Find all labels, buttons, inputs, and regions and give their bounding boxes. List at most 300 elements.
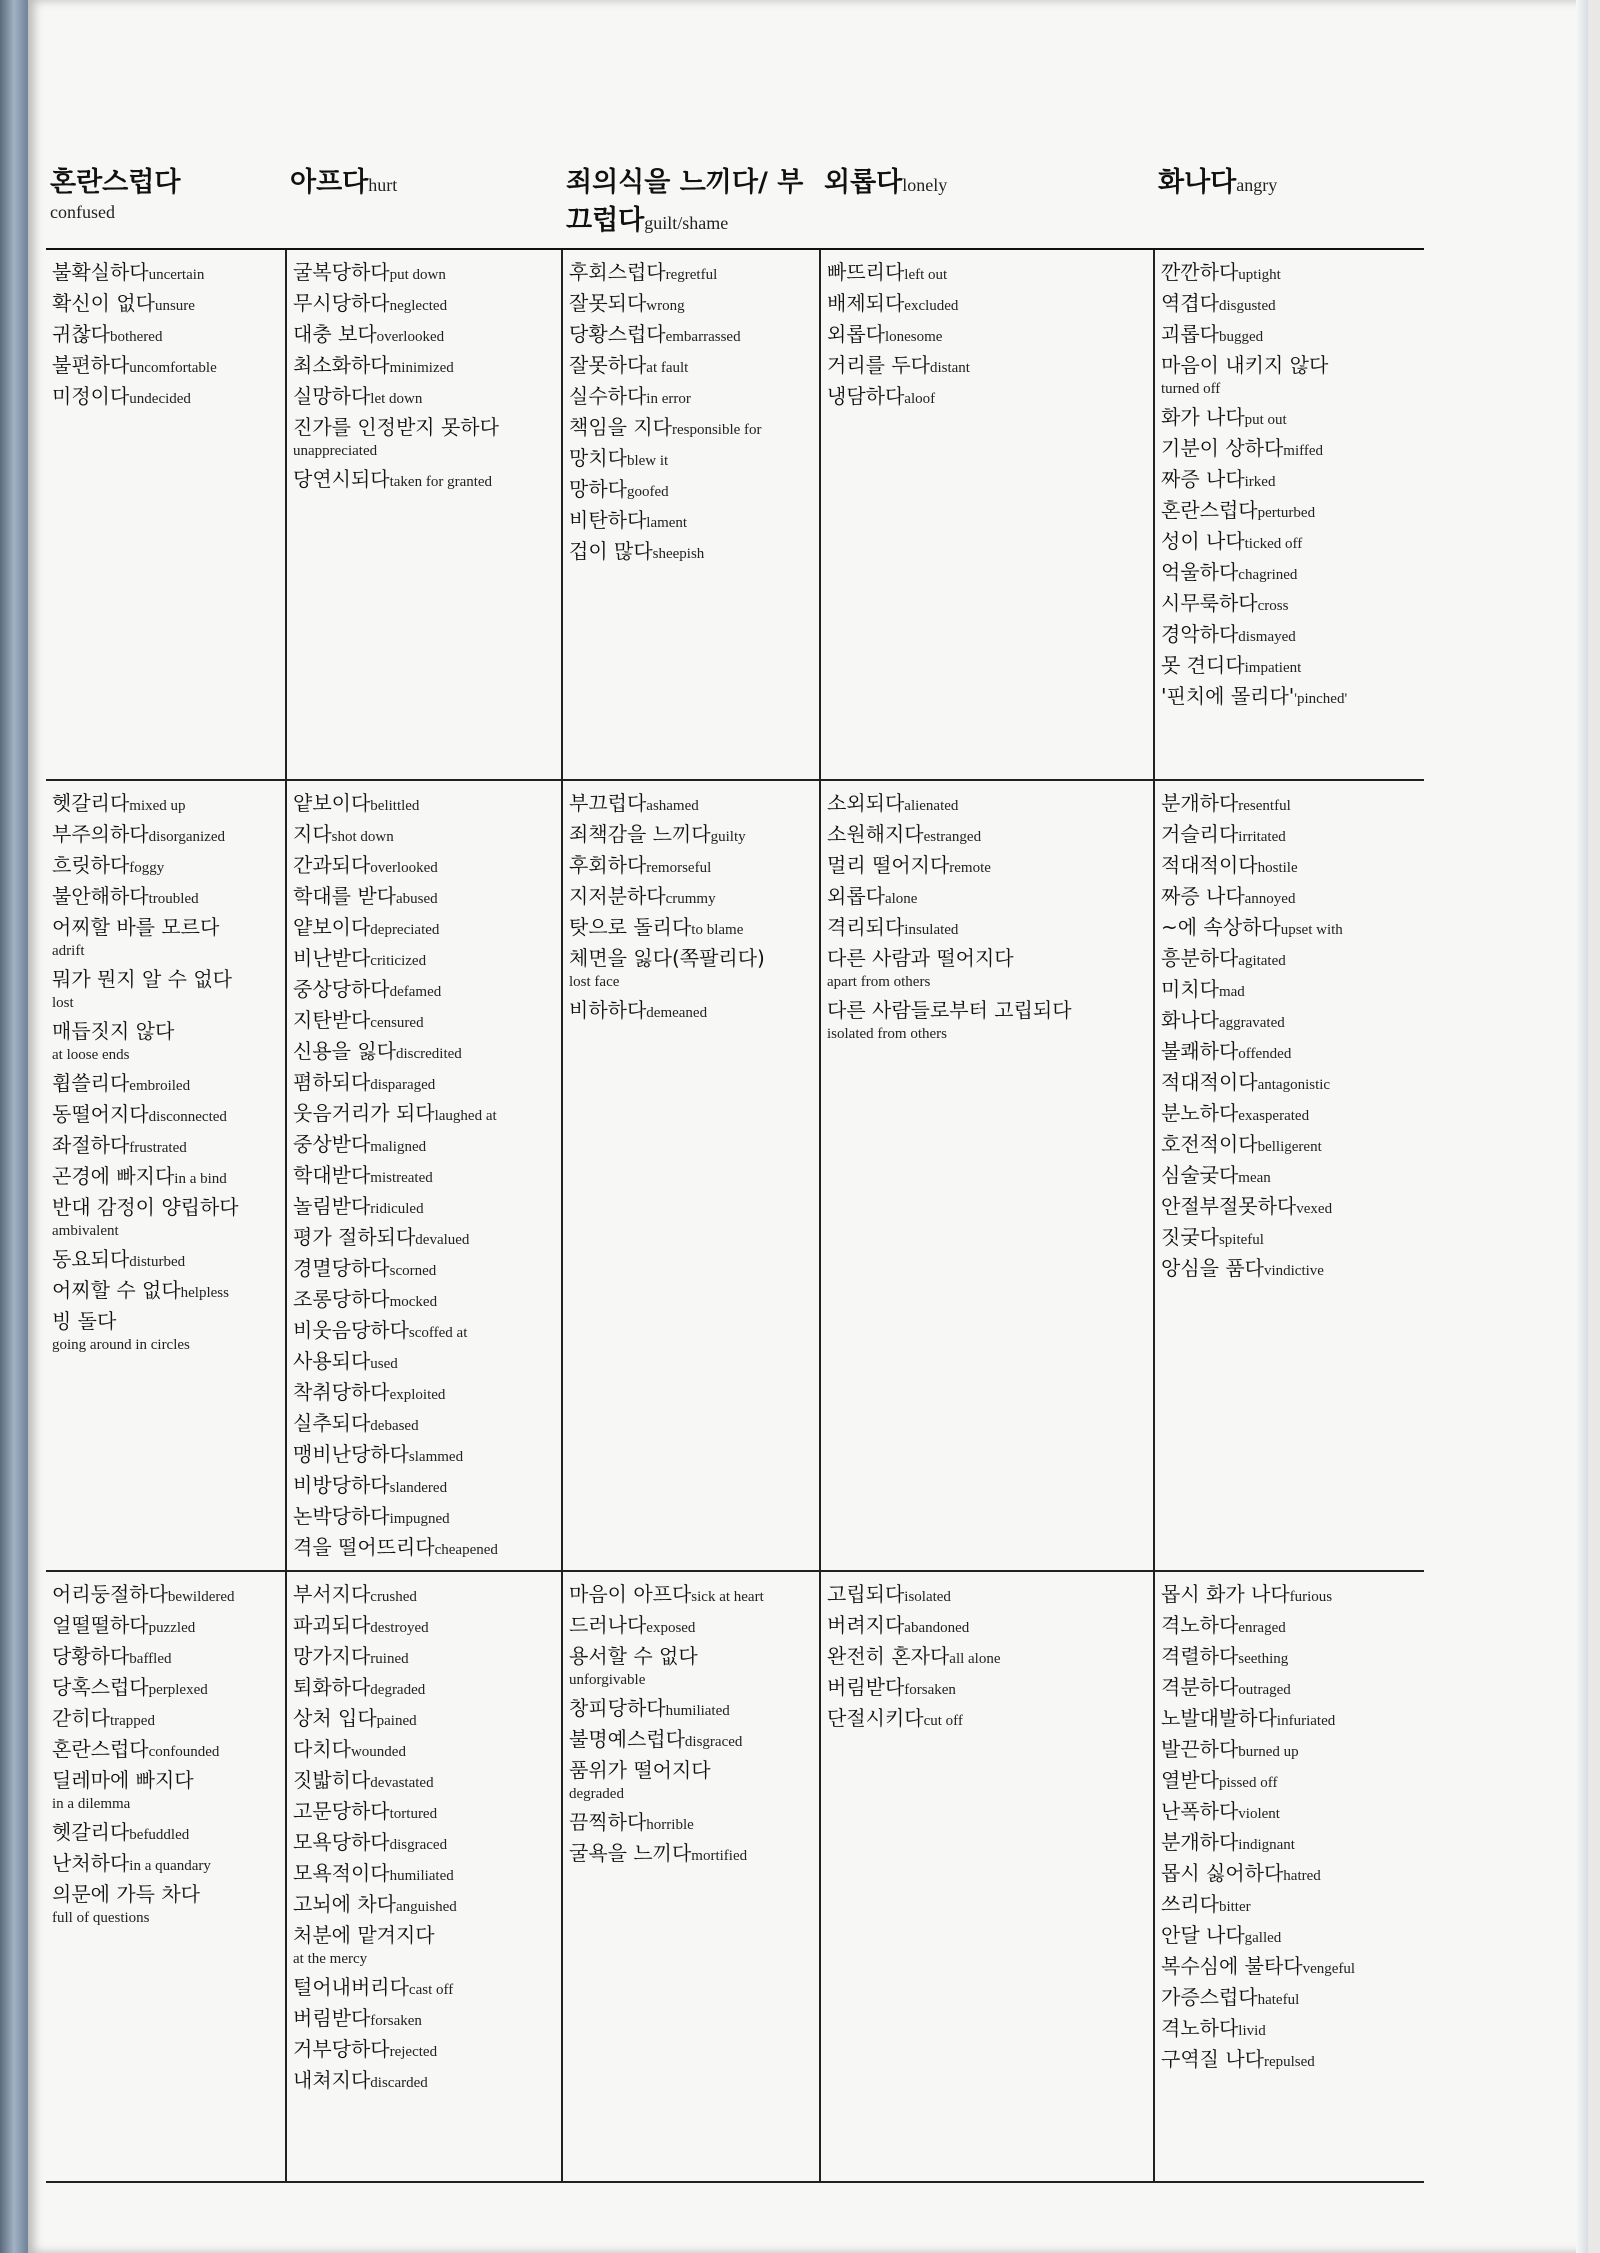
vocab-entry: [293, 1973, 555, 2004]
korean-word: 어찌할 수 없다: [52, 1278, 181, 1302]
english-gloss: uptight: [1238, 267, 1281, 283]
english-gloss: taken for granted: [389, 474, 493, 490]
english-gloss: anguished: [395, 1899, 457, 1915]
english-gloss: lament: [646, 515, 688, 531]
english-gloss: maligned: [370, 1139, 427, 1155]
english-gloss: confounded: [148, 1744, 220, 1760]
korean-word: 복수심에 불타다: [1161, 1954, 1303, 1978]
english-gloss: disgusted: [1218, 298, 1276, 314]
korean-word: 뭐가 뭔지 알 수 없다: [52, 967, 232, 991]
english-gloss: bewildered: [167, 1589, 235, 1605]
english-gloss: estranged: [923, 829, 982, 845]
korean-word: 귀찮다: [52, 322, 110, 346]
english-gloss: overlooked: [376, 329, 445, 345]
vocab-entry: [293, 1223, 555, 1254]
korean-word: 미정이다: [52, 384, 130, 408]
korean-word: 최소화하다: [293, 353, 390, 377]
vocab-entry: [52, 1580, 279, 1611]
vocab-entry: [1161, 1192, 1418, 1223]
english-gloss: in error: [646, 391, 691, 407]
korean-word: 죄책감을 느끼다: [569, 822, 711, 846]
vocab-entry: [827, 1704, 1147, 1735]
vocab-entry: [293, 944, 555, 975]
vocab-entry: [569, 258, 813, 289]
english-gloss: devastated: [370, 1775, 434, 1791]
english-gloss: ambivalent: [52, 1223, 119, 1239]
vocab-entry: [52, 1245, 279, 1276]
korean-word: 적대적이다: [1161, 1070, 1258, 1094]
english-gloss: neglected: [389, 298, 448, 314]
korean-word: 완전히 혼자다: [827, 1644, 950, 1668]
korean-word: 지다: [293, 822, 332, 846]
vocab-entry: [52, 382, 279, 413]
korean-word: 냉담하다: [827, 384, 905, 408]
korean-word: 격을 떨어뜨리다: [293, 1535, 435, 1559]
korean-word: 부끄럽다: [569, 791, 647, 815]
korean-word: 웃음거리가 되다: [293, 1101, 435, 1125]
vocab-entry: [1161, 2014, 1418, 2045]
vocab-entry: [52, 1611, 279, 1642]
english-gloss: ticked off: [1244, 536, 1303, 552]
korean-word: 동떨어지다: [52, 1102, 149, 1126]
english-gloss: wounded: [350, 1744, 406, 1760]
vocab-entry: [52, 258, 279, 289]
vocab-entry: [1161, 258, 1418, 289]
vocab-entry: [1161, 1611, 1418, 1642]
vocab-entry: [569, 320, 813, 351]
vocab-entry: [569, 444, 813, 475]
book-spine: [0, 0, 28, 2253]
english-gloss: slammed: [408, 1449, 464, 1465]
english-gloss: unsure: [154, 298, 195, 314]
column-header-english: angry: [1236, 175, 1278, 195]
vocab-entry: [569, 1839, 813, 1870]
english-gloss: abandoned: [904, 1620, 970, 1636]
korean-word: 폄하되다: [293, 1070, 371, 1094]
vocab-entry: [293, 820, 555, 851]
korean-word: 불쾌하다: [1161, 1039, 1239, 1063]
english-gloss: apart from others: [827, 974, 931, 990]
korean-word: 불명예스럽다: [569, 1727, 685, 1751]
english-gloss: annoyed: [1244, 891, 1296, 907]
vocab-entry: [293, 2066, 555, 2097]
english-gloss: perturbed: [1257, 505, 1316, 521]
korean-word: 실추되다: [293, 1411, 371, 1435]
vocab-entry: [293, 1921, 555, 1967]
korean-word: 거부당하다: [293, 2037, 390, 2061]
vocab-entry: [569, 820, 813, 851]
english-gloss: crummy: [665, 891, 716, 907]
english-gloss: insulated: [904, 922, 959, 938]
english-gloss: alienated: [904, 798, 959, 814]
korean-word: 어찌할 바를 모르다: [52, 915, 220, 939]
vocab-entry: [827, 913, 1147, 944]
english-gloss: ridiculed: [370, 1201, 424, 1217]
vocab-entry: [827, 258, 1147, 289]
korean-word: 안달 나다: [1161, 1923, 1245, 1947]
vocab-entry: [52, 1849, 279, 1880]
english-gloss: remote: [949, 860, 991, 876]
vocab-entry: [1161, 882, 1418, 913]
korean-word: 고뇌에 차다: [293, 1892, 396, 1916]
korean-word: 격렬하다: [1161, 1644, 1239, 1668]
vocab-entry: [52, 1704, 279, 1735]
english-gloss: impatient: [1244, 660, 1302, 676]
english-gloss: embroiled: [129, 1078, 191, 1094]
table-cell: [820, 780, 1154, 1571]
english-gloss: aloof: [904, 391, 936, 407]
english-gloss: abused: [395, 891, 438, 907]
korean-word: 지탄받다: [293, 1008, 371, 1032]
column-header-english: guilt/shame: [644, 213, 729, 233]
english-gloss: crushed: [370, 1589, 417, 1605]
english-gloss: troubled: [148, 891, 199, 907]
korean-word: 끔찍하다: [569, 1810, 647, 1834]
korean-word: 헷갈리다: [52, 1820, 130, 1844]
vocab-entry: [1161, 1983, 1418, 2014]
vocab-entry: [1161, 2045, 1418, 2076]
english-gloss: 'pinched': [1294, 691, 1348, 707]
vocab-entry: [569, 1725, 813, 1756]
english-gloss: seething: [1238, 1651, 1289, 1667]
english-gloss: trapped: [109, 1713, 155, 1729]
english-gloss: overlooked: [370, 860, 438, 876]
column-header-english: hurt: [368, 175, 398, 195]
english-gloss: isolated from others: [827, 1026, 947, 1042]
vocab-entry: [293, 1580, 555, 1611]
vocab-entry: [293, 1037, 555, 1068]
english-gloss: put out: [1244, 412, 1287, 428]
english-gloss: disturbed: [129, 1254, 186, 1270]
korean-word: 파괴되다: [293, 1613, 371, 1637]
vocab-entry: [293, 1704, 555, 1735]
english-gloss: minimized: [389, 360, 454, 376]
vocab-entry: [1161, 589, 1418, 620]
vocab-entry: [569, 1642, 813, 1688]
vocab-entry: [1161, 320, 1418, 351]
english-gloss: indignant: [1238, 1837, 1295, 1853]
english-gloss: horrible: [646, 1817, 694, 1833]
korean-word: 매듭짓지 않다: [52, 1019, 175, 1043]
vocab-entry: [52, 289, 279, 320]
english-gloss: humiliated: [389, 1868, 454, 1884]
vocab-entry: [827, 944, 1147, 990]
table-cell: [820, 249, 1154, 780]
english-gloss: pissed off: [1218, 1775, 1278, 1791]
vocab-entry: [293, 1735, 555, 1766]
korean-word: 몹시 화가 나다: [1161, 1582, 1290, 1606]
vocab-entry: [293, 1797, 555, 1828]
english-gloss: guilty: [710, 829, 746, 845]
korean-word: 불편하다: [52, 353, 130, 377]
english-gloss: responsible for: [671, 422, 762, 438]
korean-word: 맹비난당하다: [293, 1442, 409, 1466]
english-gloss: used: [370, 1356, 398, 1372]
english-gloss: mixed up: [129, 798, 186, 814]
vocab-entry: [1161, 1735, 1418, 1766]
korean-word: 난처하다: [52, 1851, 130, 1875]
korean-word: 실수하다: [569, 384, 647, 408]
table-row: [46, 780, 1424, 1571]
vocab-entry: [293, 1254, 555, 1285]
korean-word: 휩쓸리다: [52, 1071, 130, 1095]
english-gloss: burned up: [1238, 1744, 1299, 1760]
korean-word: 버려지다: [827, 1613, 905, 1637]
english-gloss: irritated: [1238, 829, 1286, 845]
english-gloss: unappreciated: [293, 443, 378, 459]
english-gloss: let down: [370, 391, 423, 407]
korean-word: 곤경에 빠지다: [52, 1164, 175, 1188]
vocab-entry: [1161, 820, 1418, 851]
vocab-entry: [1161, 1890, 1418, 1921]
vocab-entry: [52, 851, 279, 882]
korean-word: 간과되다: [293, 853, 371, 877]
english-gloss: helpless: [180, 1285, 229, 1301]
vocab-entry: [52, 1307, 279, 1353]
vocab-entry: [1161, 527, 1418, 558]
table-cell: [46, 249, 286, 780]
korean-word: 구역질 나다: [1161, 2047, 1264, 2071]
vocab-entry: [293, 1859, 555, 1890]
korean-word: 잘못되다: [569, 291, 647, 315]
vocab-entry: [827, 789, 1147, 820]
english-gloss: bothered: [109, 329, 163, 345]
vocab-entry: [52, 820, 279, 851]
vocab-entry: [293, 789, 555, 820]
english-gloss: belligerent: [1257, 1139, 1322, 1155]
column-header-english: confused: [50, 202, 115, 222]
korean-word: 대충 보다: [293, 322, 377, 346]
korean-word: 처분에 맡겨지다: [293, 1923, 435, 1947]
korean-word: 겁이 많다: [569, 539, 653, 563]
vocab-entry: [293, 2004, 555, 2035]
english-gloss: lost face: [569, 974, 620, 990]
vocab-entry: [827, 820, 1147, 851]
vocab-entry: [569, 351, 813, 382]
korean-word: 쓰리다: [1161, 1892, 1219, 1916]
column-header-korean: 죄의식을 느끼다/ 부끄럽다: [566, 167, 804, 236]
vocab-entry: [293, 1766, 555, 1797]
korean-word: 당혹스럽다: [52, 1675, 149, 1699]
korean-word: 거슬리다: [1161, 822, 1239, 846]
korean-word: 깐깐하다: [1161, 260, 1239, 284]
vocab-entry: [1161, 1673, 1418, 1704]
vocab-entry: [827, 320, 1147, 351]
vocab-entry: [569, 506, 813, 537]
english-gloss: uncertain: [148, 267, 205, 283]
korean-word: 짜증 나다: [1161, 467, 1245, 491]
vocab-entry: [827, 1611, 1147, 1642]
english-gloss: at the mercy: [293, 1951, 368, 1967]
vocab-entry: [1161, 1921, 1418, 1952]
vocab-entry: [293, 1130, 555, 1161]
vocab-entry: [1161, 1828, 1418, 1859]
english-gloss: uncomfortable: [129, 360, 217, 376]
korean-word: 창피당하다: [569, 1696, 666, 1720]
english-gloss: alone: [884, 891, 918, 907]
korean-word: 비난받다: [293, 946, 371, 970]
table-cell: [820, 1571, 1154, 2182]
english-gloss: impugned: [389, 1511, 450, 1527]
vocab-entry: [52, 1193, 279, 1239]
korean-word: 열받다: [1161, 1768, 1219, 1792]
english-gloss: ruined: [370, 1651, 409, 1667]
english-gloss: foggy: [129, 860, 165, 876]
korean-word: 심술궂다: [1161, 1163, 1239, 1187]
vocab-entry: [1161, 434, 1418, 465]
vocab-entry: [293, 1378, 555, 1409]
column-header-korean: 외롭다: [824, 167, 903, 198]
korean-word: 반대 감정이 양립하다: [52, 1195, 239, 1219]
vocab-entry: [293, 1890, 555, 1921]
table-cell: [562, 780, 820, 1571]
table-cell: [1154, 780, 1424, 1571]
english-gloss: outraged: [1238, 1682, 1291, 1698]
korean-word: 화나다: [1161, 1008, 1219, 1032]
vocab-entry: [52, 1069, 279, 1100]
vocab-entry: [1161, 1859, 1418, 1890]
english-gloss: full of questions: [52, 1910, 150, 1926]
english-gloss: enraged: [1238, 1620, 1286, 1636]
english-gloss: spiteful: [1218, 1232, 1264, 1248]
korean-word: 탓으로 돌리다: [569, 915, 692, 939]
english-gloss: cross: [1257, 598, 1289, 614]
korean-word: 고문당하다: [293, 1799, 390, 1823]
vocab-entry: [293, 465, 555, 496]
korean-word: 짜증 나다: [1161, 884, 1245, 908]
vocab-entry: [293, 1533, 555, 1564]
korean-word: 비웃음당하다: [293, 1318, 409, 1342]
english-gloss: vexed: [1296, 1201, 1333, 1217]
korean-word: 동요되다: [52, 1247, 130, 1271]
english-gloss: degraded: [569, 1786, 624, 1802]
korean-word: 발끈하다: [1161, 1737, 1239, 1761]
english-gloss: slandered: [389, 1480, 448, 1496]
korean-word: 미치다: [1161, 977, 1219, 1001]
english-gloss: irked: [1244, 474, 1276, 490]
korean-word: 단절시키다: [827, 1706, 924, 1730]
korean-word: 괴롭다: [1161, 322, 1219, 346]
vocab-entry: [1161, 851, 1418, 882]
english-gloss: demeaned: [646, 1005, 708, 1021]
vocab-entry: [569, 913, 813, 944]
vocab-entry: [1161, 403, 1418, 434]
english-gloss: embarrassed: [665, 329, 741, 345]
english-gloss: destroyed: [370, 1620, 429, 1636]
korean-word: 흥분하다: [1161, 946, 1239, 970]
korean-word: 후회하다: [569, 853, 647, 877]
vocab-entry: [52, 1100, 279, 1131]
english-gloss: goofed: [626, 484, 669, 500]
vocab-entry: [52, 1818, 279, 1849]
korean-word: 비탄하다: [569, 508, 647, 532]
vocab-entry: [827, 289, 1147, 320]
english-gloss: befuddled: [129, 1827, 190, 1843]
table-cell: [286, 1571, 562, 2182]
vocab-entry: [293, 2035, 555, 2066]
korean-word: 중상당하다: [293, 977, 390, 1001]
korean-word: 의문에 가득 차다: [52, 1882, 200, 1906]
vocab-entry: [569, 944, 813, 990]
table-cell: [46, 1571, 286, 2182]
korean-word: 좌절하다: [52, 1133, 130, 1157]
english-gloss: in a dilemma: [52, 1796, 131, 1812]
vocab-entry: [569, 413, 813, 444]
vocab-entry: [293, 1642, 555, 1673]
vocab-entry: [1161, 1223, 1418, 1254]
korean-word: 다치다: [293, 1737, 351, 1761]
korean-word: 사용되다: [293, 1349, 371, 1373]
english-gloss: forsaken: [370, 2013, 422, 2029]
korean-word: 빠뜨리다: [827, 260, 905, 284]
vocab-entry: [293, 1192, 555, 1223]
korean-word: 망치다: [569, 446, 627, 470]
column-header-korean: 화나다: [1158, 167, 1237, 198]
english-gloss: left out: [904, 267, 948, 283]
english-gloss: bugged: [1218, 329, 1264, 345]
vocab-entry: [293, 289, 555, 320]
vocab-entry: [293, 1611, 555, 1642]
korean-word: 격노하다: [1161, 1613, 1239, 1637]
english-gloss: shot down: [331, 829, 394, 845]
vocab-entry: [827, 382, 1147, 413]
column-header-1: [286, 160, 562, 249]
vocab-entry: [1161, 1766, 1418, 1797]
korean-word: 불확실하다: [52, 260, 149, 284]
english-gloss: disgraced: [684, 1734, 743, 1750]
korean-word: 배제되다: [827, 291, 905, 315]
table-cell: [1154, 1571, 1424, 2182]
korean-word: 신용을 잃다: [293, 1039, 396, 1063]
korean-word: 다른 사람들로부터 고립되다: [827, 998, 1072, 1022]
vocab-entry: [569, 996, 813, 1027]
vocab-entry: [52, 1766, 279, 1812]
english-gloss: mean: [1238, 1170, 1271, 1186]
korean-word: 다른 사람과 떨어지다: [827, 946, 1014, 970]
korean-word: 고립되다: [827, 1582, 905, 1606]
english-gloss: exasperated: [1238, 1108, 1310, 1124]
english-gloss: miffed: [1283, 443, 1323, 459]
vocab-entry: [52, 351, 279, 382]
korean-word: 후회스럽다: [569, 260, 666, 284]
korean-word: 굴욕을 느끼다: [569, 1841, 692, 1865]
korean-word: 조롱당하다: [293, 1287, 390, 1311]
korean-word: 얕보이다: [293, 791, 371, 815]
vocab-entry: [1161, 1161, 1418, 1192]
english-gloss: unforgivable: [569, 1672, 646, 1688]
english-gloss: exposed: [646, 1620, 696, 1636]
vocab-entry: [52, 965, 279, 1011]
korean-word: 멀리 떨어지다: [827, 853, 950, 877]
english-gloss: sick at heart: [691, 1589, 764, 1605]
korean-word: 혼란스럽다: [52, 1737, 149, 1761]
korean-word: 퇴화하다: [293, 1675, 371, 1699]
english-gloss: at loose ends: [52, 1047, 130, 1063]
english-gloss: tortured: [389, 1806, 438, 1822]
vocab-entry: [293, 258, 555, 289]
korean-word: 소외되다: [827, 791, 905, 815]
korean-word: 분노하다: [1161, 1101, 1239, 1125]
column-header-2: [562, 160, 820, 249]
korean-word: 부서지다: [293, 1582, 371, 1606]
korean-word: 책임을 지다: [569, 415, 672, 439]
english-gloss: cheapened: [434, 1542, 498, 1558]
english-gloss: hateful: [1257, 1992, 1300, 2008]
vocab-entry: [827, 851, 1147, 882]
korean-word: 적대적이다: [1161, 853, 1258, 877]
table-row: [46, 249, 1424, 780]
vocab-entry: [52, 1162, 279, 1193]
